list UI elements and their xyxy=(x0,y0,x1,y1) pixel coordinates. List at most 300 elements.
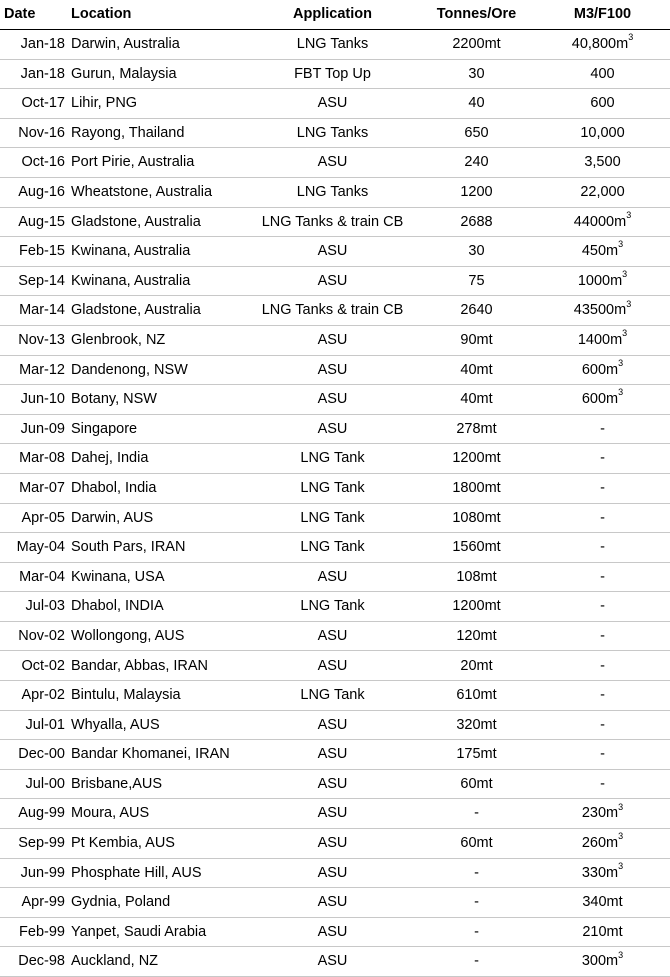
location-text: Gladstone, Australia xyxy=(71,213,201,230)
date-text: Jan-18 xyxy=(20,65,65,82)
application-text: LNG Tanks xyxy=(296,184,369,201)
cell-m3 xyxy=(535,858,670,888)
cell-location xyxy=(68,888,247,918)
m3-text: - xyxy=(600,450,605,467)
location-text: Dahej, India xyxy=(71,450,149,467)
m3-text: - xyxy=(600,657,605,674)
cell-location xyxy=(68,30,247,60)
cell-location xyxy=(68,325,247,355)
tonnes-text: 1200mt xyxy=(452,450,501,467)
location-text: Dhabol, India xyxy=(71,479,157,496)
date-text: Apr-02 xyxy=(21,687,65,704)
cell-tonnes xyxy=(418,30,535,60)
cell-application xyxy=(247,503,418,533)
cell-application xyxy=(247,710,418,740)
application-text: LNG Tanks xyxy=(296,36,369,53)
m3-text: 340mt xyxy=(582,894,623,911)
m3-text: 330m xyxy=(581,864,619,881)
tonnes-text: 75 xyxy=(468,272,485,289)
cell-application xyxy=(247,414,418,444)
application-text: ASU xyxy=(317,953,348,970)
cell-date xyxy=(0,651,68,681)
application-text: LNG Tanks & train CB xyxy=(261,213,404,230)
table-row xyxy=(0,118,670,148)
cell-tonnes xyxy=(418,207,535,237)
tonnes-text: 2688 xyxy=(460,213,493,230)
table-row xyxy=(0,59,670,89)
date-text: Apr-05 xyxy=(21,509,65,526)
cell-m3 xyxy=(535,237,670,267)
cell-location xyxy=(68,266,247,296)
cell-application xyxy=(247,740,418,770)
date-text: Mar-07 xyxy=(19,479,65,496)
m3-text: 3,500 xyxy=(584,154,621,171)
tonnes-text: 40mt xyxy=(460,391,493,408)
m3-text: 260m xyxy=(581,835,619,852)
cell-location xyxy=(68,858,247,888)
cell-date xyxy=(0,710,68,740)
cell-application xyxy=(247,118,418,148)
m3-superscript: 3 xyxy=(618,801,624,812)
cell-date xyxy=(0,769,68,799)
cell-application xyxy=(247,473,418,503)
cell-application xyxy=(247,237,418,267)
tonnes-text: 30 xyxy=(468,243,485,260)
cell-application xyxy=(247,30,418,60)
cell-date xyxy=(0,355,68,385)
date-text: Mar-04 xyxy=(19,568,65,585)
cell-location xyxy=(68,59,247,89)
location-text: Moura, AUS xyxy=(71,805,150,822)
cell-tonnes xyxy=(418,177,535,207)
application-text: ASU xyxy=(317,775,348,792)
m3-text: - xyxy=(600,716,605,733)
location-text: Port Pirie, Australia xyxy=(71,154,195,171)
tonnes-text: 40 xyxy=(468,95,485,112)
m3-superscript: 3 xyxy=(622,268,628,279)
table-row xyxy=(0,385,670,415)
tonnes-text: 1800mt xyxy=(452,479,501,496)
table-row xyxy=(0,888,670,918)
cell-m3 xyxy=(535,562,670,592)
m3-text: 22,000 xyxy=(580,184,625,201)
date-text: Sep-14 xyxy=(18,272,65,289)
cell-date xyxy=(0,414,68,444)
table-row xyxy=(0,207,670,237)
location-text: Gydnia, Poland xyxy=(71,894,171,911)
tonnes-text: - xyxy=(474,894,479,911)
cell-location xyxy=(68,385,247,415)
cell-m3 xyxy=(535,118,670,148)
cell-application xyxy=(247,148,418,178)
cell-application xyxy=(247,89,418,119)
table-body xyxy=(0,30,670,977)
application-text: ASU xyxy=(317,835,348,852)
table-row xyxy=(0,266,670,296)
m3-text: - xyxy=(600,598,605,615)
table-header xyxy=(0,0,670,30)
application-text: ASU xyxy=(317,894,348,911)
cell-m3 xyxy=(535,148,670,178)
table-row xyxy=(0,177,670,207)
cell-date xyxy=(0,858,68,888)
table-row xyxy=(0,355,670,385)
date-text: Jul-01 xyxy=(25,716,65,733)
cell-application xyxy=(247,59,418,89)
table-row xyxy=(0,710,670,740)
table-row xyxy=(0,30,670,60)
m3-superscript: 3 xyxy=(618,239,624,250)
cell-application xyxy=(247,829,418,859)
location-text: Phosphate Hill, AUS xyxy=(71,864,202,881)
tonnes-text: 120mt xyxy=(456,627,497,644)
cell-m3 xyxy=(535,533,670,563)
cell-location xyxy=(68,237,247,267)
cell-tonnes xyxy=(418,355,535,385)
application-text: LNG Tanks & train CB xyxy=(261,302,404,319)
cell-tonnes xyxy=(418,740,535,770)
m3-text: 600 xyxy=(590,95,615,112)
cell-location xyxy=(68,444,247,474)
cell-tonnes xyxy=(418,917,535,947)
table-row xyxy=(0,829,670,859)
table-row xyxy=(0,592,670,622)
cell-application xyxy=(247,325,418,355)
cell-m3 xyxy=(535,651,670,681)
application-text: LNG Tanks xyxy=(296,124,369,141)
location-text: Bandar, Abbas, IRAN xyxy=(71,657,209,674)
m3-text: 43500m xyxy=(573,302,627,319)
cell-m3 xyxy=(535,503,670,533)
cell-m3 xyxy=(535,414,670,444)
cell-date xyxy=(0,533,68,563)
m3-superscript: 3 xyxy=(628,32,634,43)
cell-m3 xyxy=(535,473,670,503)
cell-m3 xyxy=(535,325,670,355)
tonnes-text: 1200mt xyxy=(452,598,501,615)
cell-m3 xyxy=(535,917,670,947)
m3-text: 10,000 xyxy=(580,124,625,141)
date-text: Dec-98 xyxy=(18,953,65,970)
cell-application xyxy=(247,444,418,474)
m3-text: 300m xyxy=(581,953,619,970)
tonnes-text: - xyxy=(474,864,479,881)
application-text: ASU xyxy=(317,716,348,733)
application-text: LNG Tank xyxy=(300,598,365,615)
date-text: Mar-12 xyxy=(19,361,65,378)
cell-location xyxy=(68,769,247,799)
table-row xyxy=(0,799,670,829)
m3-text: - xyxy=(600,539,605,556)
application-text: ASU xyxy=(317,391,348,408)
m3-text: 600m xyxy=(581,361,619,378)
cell-location xyxy=(68,651,247,681)
table-row xyxy=(0,444,670,474)
table-row xyxy=(0,503,670,533)
cell-location xyxy=(68,621,247,651)
m3-text: - xyxy=(600,479,605,496)
cell-date xyxy=(0,30,68,60)
tonnes-text: 320mt xyxy=(456,716,497,733)
cell-m3 xyxy=(535,592,670,622)
application-text: ASU xyxy=(317,243,348,260)
header-row xyxy=(0,0,670,30)
tonnes-text: 60mt xyxy=(460,835,493,852)
location-text: Dhabol, INDIA xyxy=(71,598,164,615)
cell-location xyxy=(68,533,247,563)
cell-location xyxy=(68,177,247,207)
cell-date xyxy=(0,266,68,296)
cell-date xyxy=(0,829,68,859)
header-m3: M3/F100 xyxy=(535,0,670,30)
location-text: Bandar Khomanei, IRAN xyxy=(71,746,230,763)
cell-application xyxy=(247,681,418,711)
application-text: LNG Tank xyxy=(300,509,365,526)
m3-text: 40,800m xyxy=(571,36,629,53)
m3-text: 1000m xyxy=(577,272,623,289)
location-text: Singapore xyxy=(71,420,138,437)
cell-tonnes xyxy=(418,59,535,89)
cell-date xyxy=(0,592,68,622)
date-text: May-04 xyxy=(16,539,65,556)
cell-date xyxy=(0,799,68,829)
location-text: Darwin, Australia xyxy=(71,36,180,53)
location-text: Botany, NSW xyxy=(71,391,157,408)
m3-text: - xyxy=(600,420,605,437)
date-text: Jun-99 xyxy=(20,864,65,881)
header-date: Date xyxy=(0,0,68,30)
m3-superscript: 3 xyxy=(622,328,628,339)
cell-m3 xyxy=(535,266,670,296)
tonnes-text: 90mt xyxy=(460,331,493,348)
cell-application xyxy=(247,562,418,592)
tonnes-text: 1560mt xyxy=(452,539,501,556)
cell-date xyxy=(0,503,68,533)
cell-date xyxy=(0,89,68,119)
cell-date xyxy=(0,385,68,415)
cell-date xyxy=(0,621,68,651)
date-text: Mar-08 xyxy=(19,450,65,467)
m3-text: - xyxy=(600,627,605,644)
table-row xyxy=(0,237,670,267)
location-text: Glenbrook, NZ xyxy=(71,331,166,348)
cell-location xyxy=(68,296,247,326)
m3-text: - xyxy=(600,687,605,704)
cell-m3 xyxy=(535,621,670,651)
cell-application xyxy=(247,385,418,415)
cell-tonnes xyxy=(418,266,535,296)
m3-text: 600m xyxy=(581,391,619,408)
table-row xyxy=(0,769,670,799)
tonnes-text: - xyxy=(474,953,479,970)
date-text: Feb-15 xyxy=(19,243,65,260)
cell-m3 xyxy=(535,296,670,326)
application-text: ASU xyxy=(317,154,348,171)
application-text: ASU xyxy=(317,420,348,437)
cell-location xyxy=(68,947,247,977)
m3-text: 450m xyxy=(581,243,619,260)
cell-tonnes xyxy=(418,858,535,888)
date-text: Jun-10 xyxy=(20,391,65,408)
application-text: LNG Tank xyxy=(300,450,365,467)
location-text: Gurun, Malaysia xyxy=(71,65,177,82)
tonnes-text: 1200 xyxy=(460,184,493,201)
cell-location xyxy=(68,829,247,859)
tonnes-text: 30 xyxy=(468,65,485,82)
date-text: Aug-16 xyxy=(18,184,65,201)
cell-application xyxy=(247,858,418,888)
cell-m3 xyxy=(535,59,670,89)
cell-tonnes xyxy=(418,503,535,533)
cell-application xyxy=(247,177,418,207)
location-text: Wheatstone, Australia xyxy=(71,184,213,201)
cell-date xyxy=(0,207,68,237)
cell-m3 xyxy=(535,769,670,799)
tonnes-text: 240 xyxy=(464,154,489,171)
cell-date xyxy=(0,237,68,267)
location-text: Darwin, AUS xyxy=(71,509,154,526)
application-text: ASU xyxy=(317,657,348,674)
m3-text: 1400m xyxy=(577,331,623,348)
date-text: Aug-15 xyxy=(18,213,65,230)
cell-tonnes xyxy=(418,296,535,326)
cell-m3 xyxy=(535,355,670,385)
location-text: South Pars, IRAN xyxy=(71,539,186,556)
location-text: Pt Kembia, AUS xyxy=(71,835,175,852)
cell-application xyxy=(247,769,418,799)
date-text: Mar-14 xyxy=(19,302,65,319)
cell-tonnes xyxy=(418,710,535,740)
cell-tonnes xyxy=(418,829,535,859)
cell-tonnes xyxy=(418,237,535,267)
cell-location xyxy=(68,207,247,237)
header-application: Application xyxy=(247,0,418,30)
cell-location xyxy=(68,681,247,711)
cell-location xyxy=(68,148,247,178)
tonnes-text: 1080mt xyxy=(452,509,501,526)
cell-location xyxy=(68,473,247,503)
tonnes-text: 40mt xyxy=(460,361,493,378)
tonnes-text: 175mt xyxy=(456,746,497,763)
cell-application xyxy=(247,266,418,296)
cell-application xyxy=(247,355,418,385)
cell-m3 xyxy=(535,829,670,859)
m3-text: - xyxy=(600,568,605,585)
location-text: Rayong, Thailand xyxy=(71,124,185,141)
date-text: Aug-99 xyxy=(18,805,65,822)
location-text: Bintulu, Malaysia xyxy=(71,687,181,704)
cell-tonnes xyxy=(418,769,535,799)
m3-text: 400 xyxy=(590,65,615,82)
tonnes-text: 650 xyxy=(464,124,489,141)
date-text: Feb-99 xyxy=(19,923,65,940)
location-text: Kwinana, USA xyxy=(71,568,165,585)
location-text: Kwinana, Australia xyxy=(71,272,191,289)
date-text: Oct-16 xyxy=(21,154,65,171)
table-row xyxy=(0,681,670,711)
cell-tonnes xyxy=(418,533,535,563)
table-row xyxy=(0,473,670,503)
location-text: Dandenong, NSW xyxy=(71,361,188,378)
cell-date xyxy=(0,296,68,326)
table-row xyxy=(0,740,670,770)
cell-date xyxy=(0,59,68,89)
m3-superscript: 3 xyxy=(618,387,624,398)
cell-m3 xyxy=(535,385,670,415)
cell-application xyxy=(247,621,418,651)
application-text: ASU xyxy=(317,95,348,112)
date-text: Sep-99 xyxy=(18,835,65,852)
cell-tonnes xyxy=(418,947,535,977)
cell-date xyxy=(0,473,68,503)
table-row xyxy=(0,148,670,178)
tonnes-text: 2640 xyxy=(460,302,493,319)
cell-tonnes xyxy=(418,148,535,178)
cell-m3 xyxy=(535,444,670,474)
cell-date xyxy=(0,740,68,770)
location-text: Whyalla, AUS xyxy=(71,716,160,733)
date-text: Oct-17 xyxy=(21,95,65,112)
cell-location xyxy=(68,740,247,770)
cell-location xyxy=(68,503,247,533)
cell-date xyxy=(0,325,68,355)
cell-date xyxy=(0,917,68,947)
cell-tonnes xyxy=(418,414,535,444)
date-text: Jul-03 xyxy=(25,598,65,615)
cell-m3 xyxy=(535,30,670,60)
cell-location xyxy=(68,917,247,947)
cell-m3 xyxy=(535,888,670,918)
table-row xyxy=(0,947,670,977)
cell-date xyxy=(0,947,68,977)
location-text: Gladstone, Australia xyxy=(71,302,201,319)
table-row xyxy=(0,651,670,681)
m3-superscript: 3 xyxy=(626,209,632,220)
cell-tonnes xyxy=(418,118,535,148)
table-row xyxy=(0,917,670,947)
cell-tonnes xyxy=(418,888,535,918)
m3-superscript: 3 xyxy=(618,860,624,871)
date-text: Oct-02 xyxy=(21,657,65,674)
cell-tonnes xyxy=(418,799,535,829)
cell-date xyxy=(0,681,68,711)
m3-superscript: 3 xyxy=(618,831,624,842)
table-row xyxy=(0,296,670,326)
cell-tonnes xyxy=(418,562,535,592)
cell-tonnes xyxy=(418,473,535,503)
header-location: Location xyxy=(68,0,247,30)
application-text: LNG Tank xyxy=(300,687,365,704)
cell-date xyxy=(0,562,68,592)
m3-text: 230m xyxy=(581,805,619,822)
table-row xyxy=(0,533,670,563)
tonnes-text: 278mt xyxy=(456,420,497,437)
cell-m3 xyxy=(535,740,670,770)
cell-location xyxy=(68,414,247,444)
cell-application xyxy=(247,947,418,977)
application-text: ASU xyxy=(317,361,348,378)
cell-tonnes xyxy=(418,621,535,651)
cell-application xyxy=(247,207,418,237)
application-text: ASU xyxy=(317,568,348,585)
cell-location xyxy=(68,355,247,385)
cell-tonnes xyxy=(418,325,535,355)
cell-location xyxy=(68,710,247,740)
cell-date xyxy=(0,444,68,474)
application-text: ASU xyxy=(317,272,348,289)
application-text: ASU xyxy=(317,805,348,822)
application-text: LNG Tank xyxy=(300,539,365,556)
